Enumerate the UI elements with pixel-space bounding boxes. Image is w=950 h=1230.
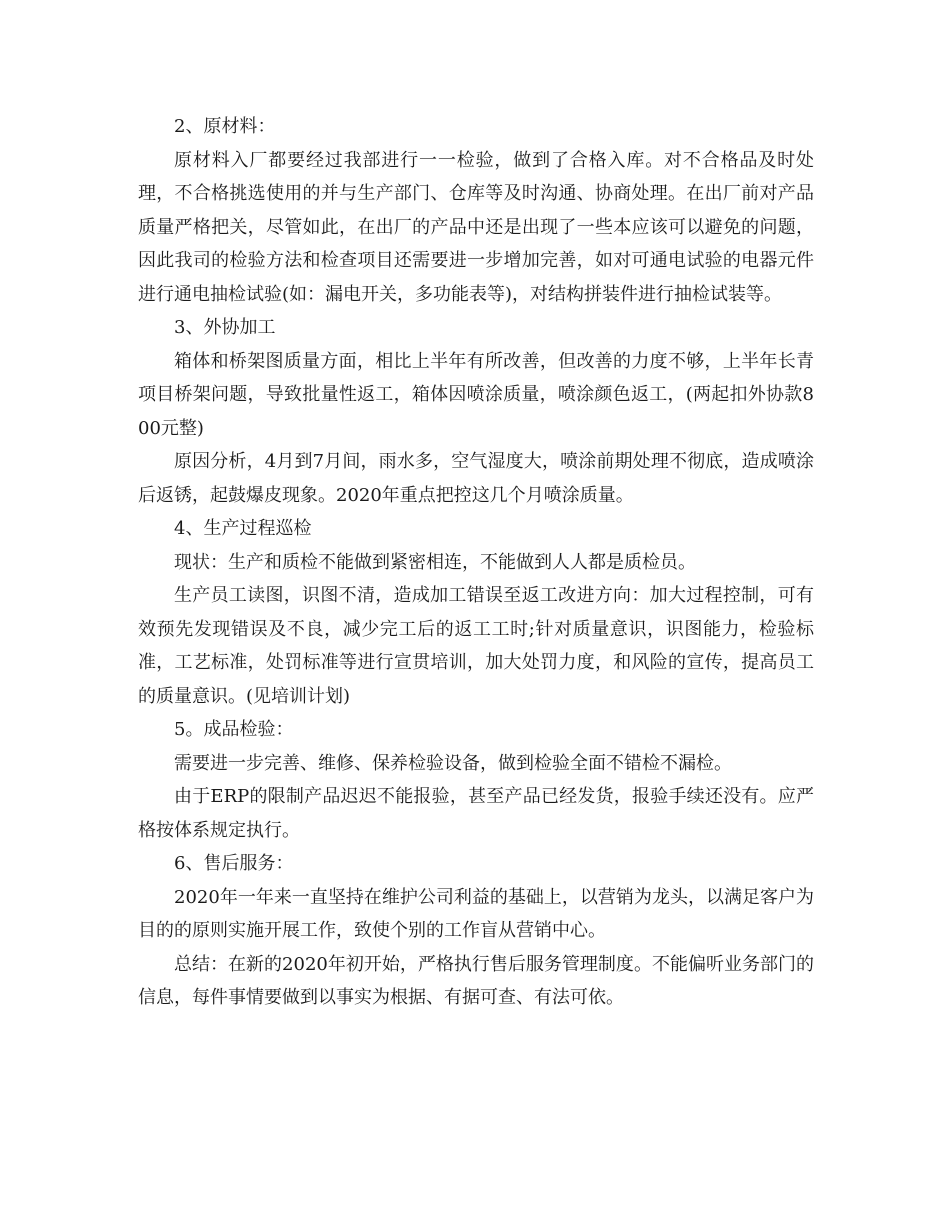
paragraph-cause-analysis: 原因分析，4月到7月间，雨水多，空气湿度大，喷涂前期处理不彻底，造成喷涂后返锈，起鼓爆皮现象。2020年重点把控这几个月喷涂质量。 [138, 451, 814, 506]
paragraph-outsourced-quality: 箱体和桥架图质量方面，相比上半年有所改善，但改善的力度不够，上半年长青项目桥架问题，导致批量性返工，箱体因喷涂质量，喷涂颜色返工，(两起扣外协款800元整) [138, 350, 814, 439]
heading-after-sales-service: 6、售后服务： [174, 853, 294, 874]
paragraph-raw-materials: 原材料入厂都要经过我部进行一一检验，做到了合格入库。对不合格品及时处理，不合格挑选使用的并与生产部门、仓库等及时沟通、协商处理。在出厂前对产品质量严格把关，尽管如此，在出厂的产品中还是出现了一些本应该可以避免的问题，因此我司的检验方法和检查项目还需要进一步增加完善，如对可通电试验的电器元件进行通电抽检试验(如：漏电开关，多功能表等)，对结构拼装件进行抽检试装等。 [138, 149, 814, 305]
document-body [138, 110, 814, 1015]
heading-raw-materials: 2、原材料： [174, 116, 276, 137]
paragraph-improvement-direction: 生产员工读图，识图不清，造成加工错误至返工改进方向：加大过程控制，可有效预先发现错误及不良，减少完工后的返工工时;针对质量意识，识图能力，检验标准，工艺标准，处罚标准等进行宣贯培训，加大处罚力度，和风险的宣传，提高员工的质量意识。(见培训计划) [138, 585, 814, 707]
paragraph-summary: 总结：在新的2020年初开始，严格执行售后服务管理制度。不能偏听业务部门的信息，每件事情要做到以事实为根据、有据可查、有法可依。 [138, 953, 814, 1008]
paragraph-inspection-equipment: 需要进一步完善、维修、保养检验设备，做到检验全面不错检不漏检。 [174, 752, 732, 774]
paragraph-current-status: 现状：生产和质检不能做到紧密相连，不能做到人人都是质检员。 [174, 551, 696, 573]
heading-finished-product-inspection: 5。成品检验： [174, 719, 294, 740]
heading-outsourced-processing: 3、外协加工 [174, 317, 276, 338]
heading-production-inspection: 4、生产过程巡检 [174, 518, 312, 539]
paragraph-after-sales-year: 2020年一年来一直坚持在维护公司利益的基础上，以营销为龙头，以满足客户为目的的原则实施开展工作，致使个别的工作盲从营销中心。 [138, 886, 814, 941]
paragraph-erp-limitation: 由于ERP的限制产品迟迟不能报验，甚至产品已经发货，报验手续还没有。应严格按体系规定执行。 [138, 786, 814, 841]
